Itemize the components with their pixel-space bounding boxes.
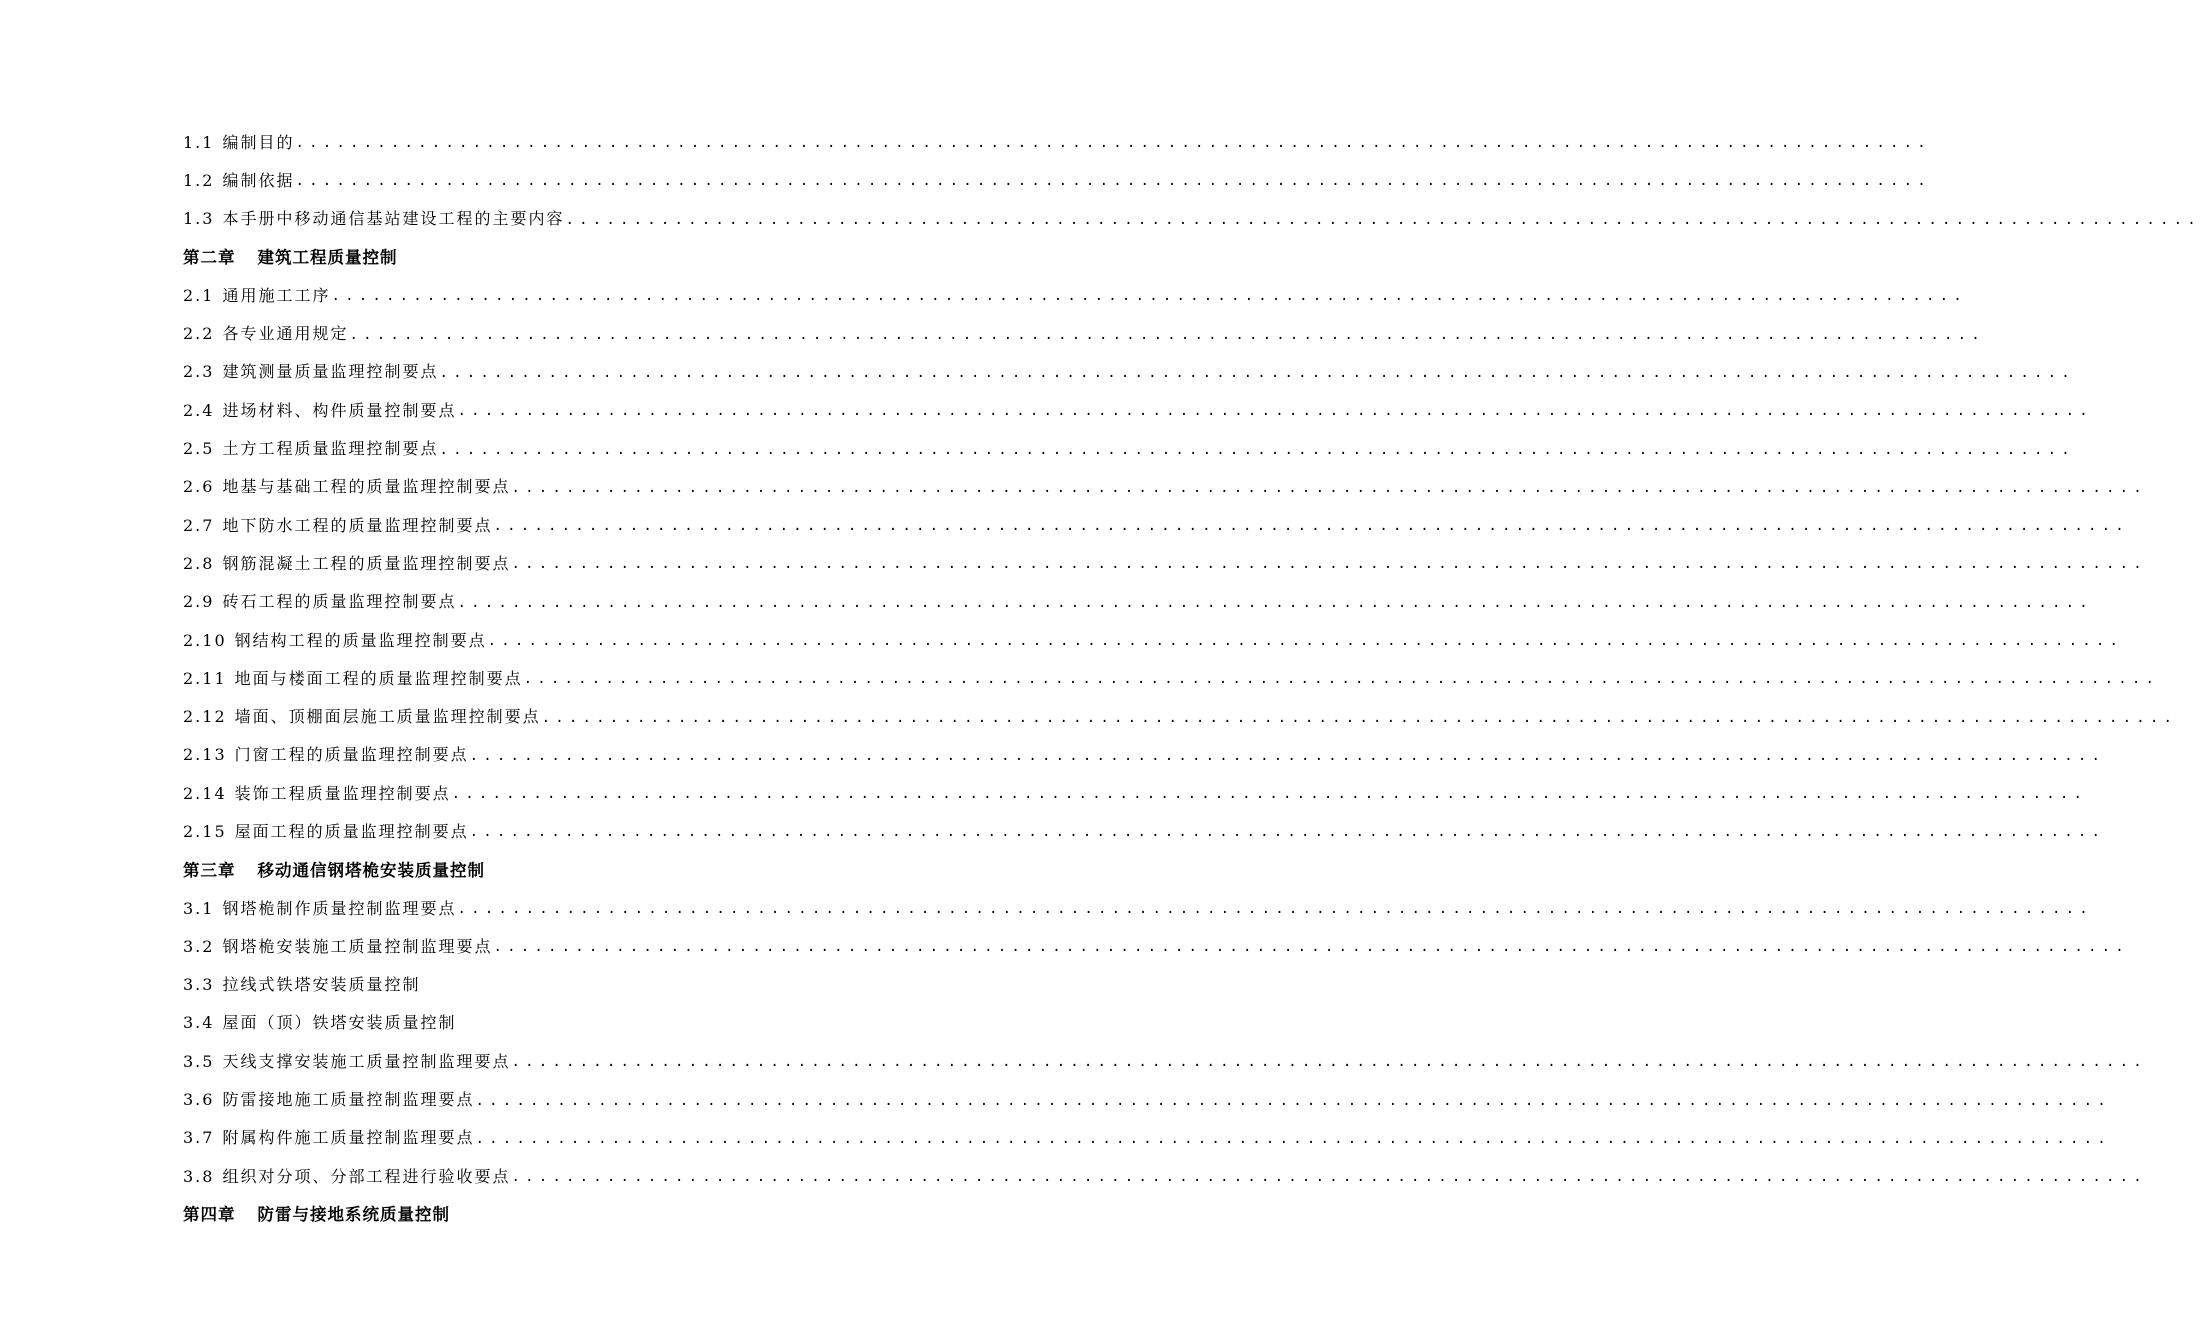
section-number: 3.7 [183, 1128, 215, 1148]
section-number: 2.8 [183, 553, 215, 573]
toc-entry[interactable] [183, 658, 2160, 696]
dot-leader: ........................................................................................................................ [457, 901, 2093, 918]
dot-leader: ........................................................................................................................ [511, 479, 2147, 496]
dot-leader: ........................................................................................................................ [295, 135, 1931, 152]
dot-leader: ........................................................................................................................ [487, 633, 2124, 649]
section-number: 3.1 [183, 898, 215, 918]
dot-leader: ........................................................................................................................ [439, 441, 2075, 458]
toc-entry[interactable] [183, 543, 2147, 581]
section-title: 进场材料、构件质量控制要点 [222, 400, 457, 420]
dot-leader: ........................................................................................................................ [457, 594, 2093, 611]
section-number: 2.1 [183, 285, 215, 305]
toc-entry[interactable] [183, 1079, 2111, 1117]
section-number: 2.13 [183, 745, 227, 765]
chapter-number: 第二章 [183, 248, 236, 268]
section-number: 3.2 [183, 936, 215, 956]
toc-entry[interactable] [183, 160, 1931, 198]
toc-entry[interactable] [183, 811, 2106, 849]
toc-entry[interactable] [183, 352, 2075, 390]
section-title: 地下防水工程的质量监理控制要点 [222, 515, 493, 535]
dot-leader: ........................................................................................................................ [541, 709, 2178, 726]
section-title: 屋面工程的质量监理控制要点 [234, 821, 469, 841]
section-title: 钢筋混凝土工程的质量监理控制要点 [222, 553, 511, 573]
toc-chapter-heading[interactable] [183, 1194, 760, 1232]
section-title: 地基与基础工程的质量监理控制要点 [222, 477, 511, 497]
toc-entry[interactable] [183, 1156, 2147, 1194]
section-title: 屋面（顶）铁塔安装质量控制 [222, 1013, 457, 1033]
toc-entry[interactable] [183, 428, 2075, 466]
toc-entry[interactable] [183, 122, 1931, 160]
dot-leader: ........................................................................................................................ [493, 939, 2129, 956]
dot-leader: ........................................................................................................................ [331, 288, 1967, 305]
toc-entry[interactable] [183, 582, 2093, 620]
section-number: 2.10 [183, 630, 227, 650]
dot-leader: ........................................................................................................................ [349, 326, 1985, 343]
section-number: 3.3 [183, 975, 215, 995]
dot-leader: ........................................................................................................................ [451, 786, 2088, 803]
toc-entry[interactable] [183, 696, 2178, 734]
section-number: 3.8 [183, 1166, 215, 1186]
toc-entry[interactable] [183, 735, 2106, 773]
toc-entry[interactable] [183, 888, 2093, 926]
chapter-title: 移动通信钢塔桅安装质量控制 [257, 860, 485, 880]
toc-entry[interactable] [183, 275, 1967, 313]
section-title: 通用施工工序 [222, 285, 331, 305]
section-title: 拉线式铁塔安装质量控制 [222, 975, 421, 995]
toc-entry[interactable] [183, 1118, 2111, 1156]
table-of-contents [183, 122, 2201, 1233]
toc-chapter-heading[interactable] [183, 850, 760, 888]
toc-entry[interactable] [183, 620, 2124, 658]
section-number: 2.14 [183, 783, 227, 803]
dot-leader: ........................................................................................................................ [511, 1054, 2147, 1071]
dot-leader: ........................................................................................................................ [469, 747, 2106, 764]
section-title: 墙面、顶棚面层施工质量监理控制要点 [234, 707, 541, 727]
section-number: 2.2 [183, 324, 215, 344]
section-title: 门窗工程的质量监理控制要点 [234, 745, 469, 765]
toc-entry[interactable] [183, 313, 1985, 351]
toc-entry[interactable] [183, 773, 2088, 811]
section-number: 1.3 [183, 209, 215, 229]
section-title: 防雷接地施工质量控制监理要点 [222, 1090, 475, 1110]
dot-leader: ........................................................................................................................ [439, 364, 2075, 381]
section-title: 天线支撑安装施工质量控制监理要点 [222, 1051, 511, 1071]
section-title: 附属构件施工质量控制监理要点 [222, 1128, 475, 1148]
section-title: 各专业通用规定 [222, 324, 349, 344]
section-title: 装饰工程质量监理控制要点 [234, 783, 451, 803]
chapter-title: 建筑工程质量控制 [257, 248, 398, 268]
dot-leader: ........................................................................................................................ [475, 1130, 2111, 1147]
toc-entry[interactable] [183, 390, 2093, 428]
section-number: 2.11 [183, 668, 227, 688]
section-title: 编制目的 [222, 132, 295, 152]
section-title: 土方工程质量监理控制要点 [222, 439, 439, 459]
dot-leader: ........................................................................................................................ [493, 518, 2129, 535]
section-title: 钢塔桅安装施工质量控制监理要点 [222, 936, 493, 956]
toc-entry[interactable] [183, 926, 2129, 964]
toc-entry[interactable] [183, 505, 2129, 543]
dot-leader: ........................................................................................................................ [295, 173, 1931, 190]
chapter-title: 防雷与接地系统质量控制 [257, 1205, 450, 1225]
toc-entry[interactable] [183, 199, 2201, 237]
toc-entry[interactable] [183, 965, 760, 1003]
toc-chapter-heading[interactable] [183, 237, 760, 275]
section-number: 2.3 [183, 362, 215, 382]
section-title: 组织对分项、分部工程进行验收要点 [222, 1166, 511, 1186]
section-title: 砖石工程的质量监理控制要点 [222, 592, 457, 612]
section-title: 编制依据 [222, 170, 295, 190]
dot-leader: ........................................................................................................................ [511, 1169, 2147, 1186]
section-number: 2.12 [183, 707, 227, 727]
dot-leader: ........................................................................................................................ [475, 1092, 2111, 1109]
dot-leader: ........................................................................................................................ [457, 403, 2093, 420]
section-number: 2.9 [183, 592, 215, 612]
section-number: 1.1 [183, 132, 215, 152]
section-title: 钢结构工程的质量监理控制要点 [234, 630, 487, 650]
section-number: 2.4 [183, 400, 215, 420]
section-number: 2.6 [183, 477, 215, 497]
section-number: 2.15 [183, 821, 227, 841]
toc-entry[interactable] [183, 1003, 760, 1041]
toc-entry[interactable] [183, 1041, 2147, 1079]
section-number: 3.4 [183, 1013, 215, 1033]
section-number: 2.5 [183, 439, 215, 459]
dot-leader: ........................................................................................................................ [565, 211, 2201, 228]
section-title: 地面与楼面工程的质量监理控制要点 [234, 668, 523, 688]
section-number: 3.5 [183, 1051, 215, 1071]
dot-leader: ........................................................................................................................ [523, 671, 2160, 688]
dot-leader: ........................................................................................................................ [469, 824, 2106, 841]
chapter-number: 第四章 [183, 1205, 236, 1225]
dot-leader: ........................................................................................................................ [511, 556, 2147, 573]
section-title: 钢塔桅制作质量控制监理要点 [222, 898, 457, 918]
section-title: 本手册中移动通信基站建设工程的主要内容 [222, 209, 565, 229]
section-number: 2.7 [183, 515, 215, 535]
section-number: 1.2 [183, 170, 215, 190]
chapter-number: 第三章 [183, 860, 236, 880]
section-title: 建筑测量质量监理控制要点 [222, 362, 439, 382]
section-number: 3.6 [183, 1090, 215, 1110]
toc-entry[interactable] [183, 467, 2147, 505]
